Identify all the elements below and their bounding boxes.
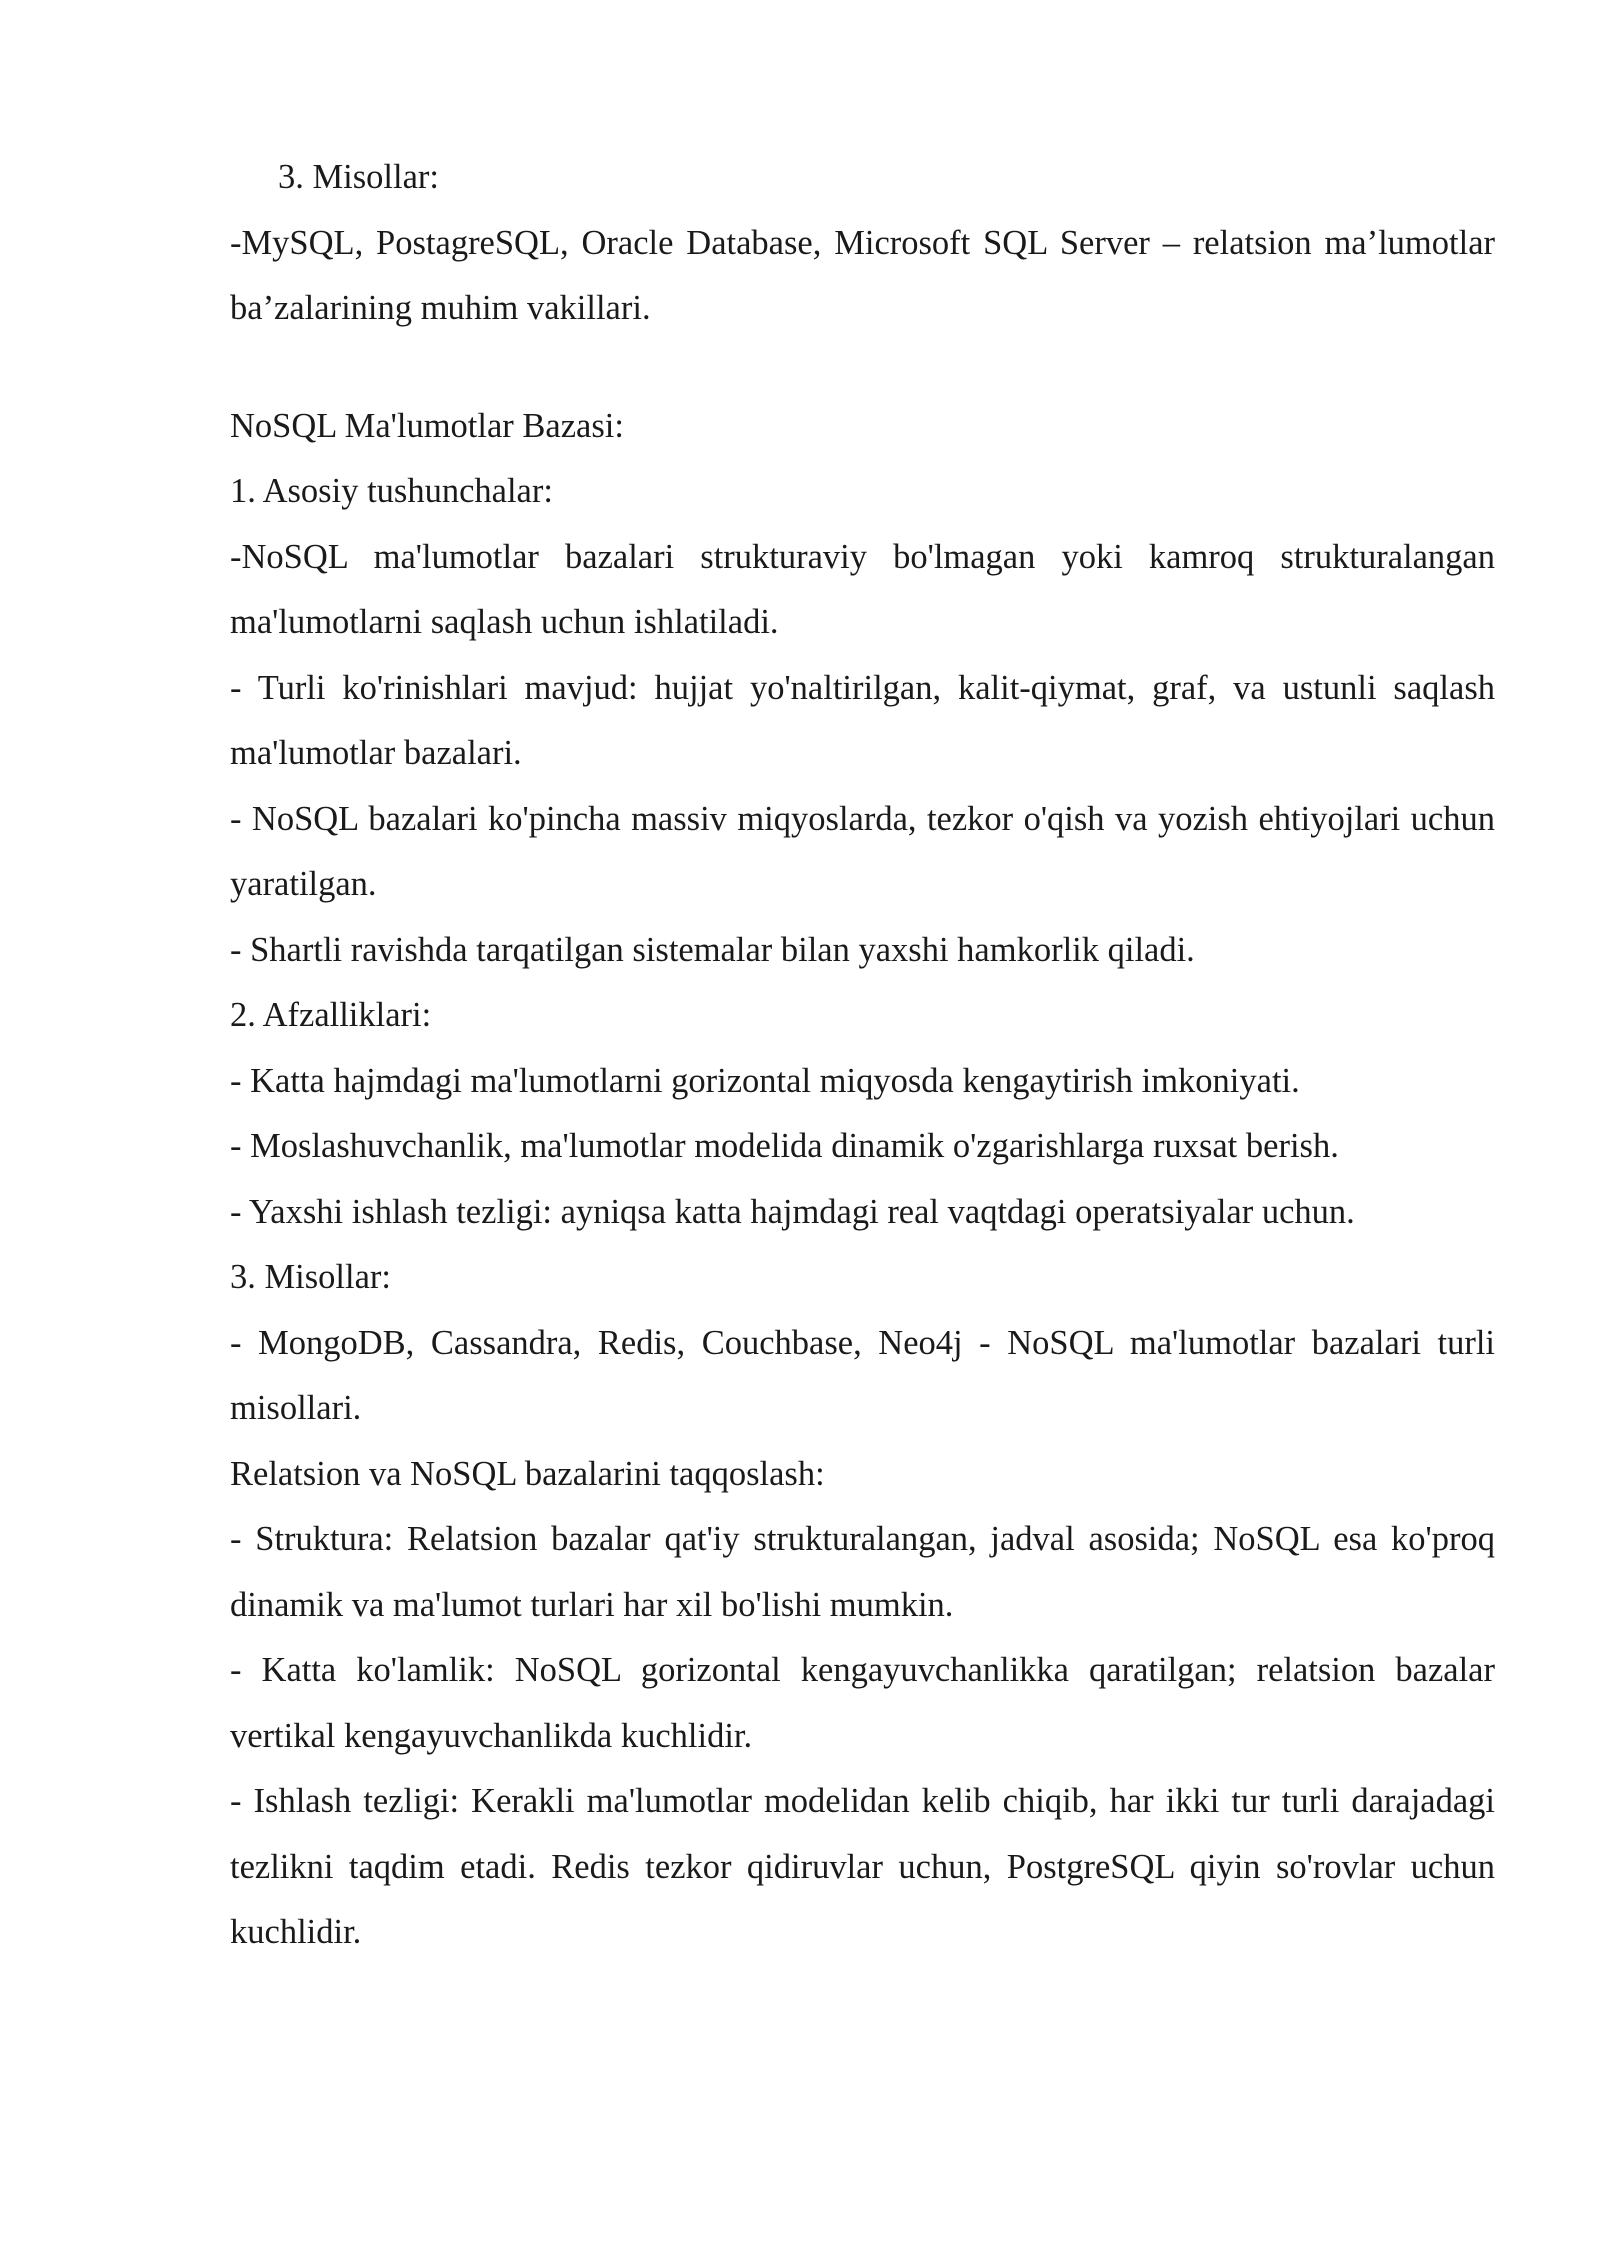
nosql-advantages-heading: 2. Afzalliklari: xyxy=(230,996,432,1034)
nosql-examples-paragraph: - MongoDB, Cassandra, Redis, Couchbase, Neo4j - NoSQL ma'lumotlar bazalari turli misollari. xyxy=(230,1323,1495,1427)
nosql-examples-heading: 3. Misollar: xyxy=(230,1258,391,1296)
document-page xyxy=(230,145,1495,1966)
nosql-concept-paragraph: - NoSQL bazalari ko'pincha massiv miqyoslarda, tezkor o'qish va yozish ehtiyojlari uchun yaratilgan. xyxy=(230,799,1495,903)
nosql-advantage-item: - Katta hajmdagi ma'lumotlarni gorizontal miqyosda kengaytirish imkoniyati. xyxy=(230,1061,1300,1100)
nosql-advantage-item: - Moslashuvchanlik, ma'lumotlar modelida dinamik o'zgarishlarga ruxsat berish. xyxy=(230,1127,1339,1165)
examples-heading-relational: 3. Misollar: xyxy=(278,158,439,196)
nosql-concepts-heading: 1. Asosiy tushunchalar: xyxy=(230,472,553,510)
nosql-concept-paragraph: - Turli ko'rinishlari mavjud: hujjat yo'naltirilgan, kalit-qiymat, graf, va ustunli saqlash ma'lumotlar bazalari. xyxy=(230,668,1495,772)
nosql-section-title: NoSQL Ma'lumotlar Bazasi: xyxy=(230,406,624,445)
nosql-concept-paragraph: -NoSQL ma'lumotlar bazalari strukturaviy bo'lmagan yoki kamroq strukturalangan ma'lumotlarni saqlash uchun ishlatiladi. xyxy=(230,537,1495,641)
relational-examples-paragraph: -MySQL, PostagreSQL, Oracle Database, Microsoft SQL Server – relatsion ma’lumotlar ba’zalarining muhim vakillari. xyxy=(230,223,1495,327)
comparison-section-title: Relatsion va NoSQL bazalarini taqqoslash: xyxy=(230,1454,825,1493)
comparison-point: - Struktura: Relatsion bazalar qat'iy strukturalangan, jadval asosida; NoSQL esa ko'proq dinamik va ma'lumot turlari har xil bo'lishi mumkin. xyxy=(230,1520,1495,1624)
comparison-point: - Ishlash tezligi: Kerakli ma'lumotlar modelidan kelib chiqib, har ikki tur turli darajadagi tezlikni taqdim etadi. Redis tezkor qidiruvlar uchun, PostgreSQL qiyin so'rovlar uchun kuchlidir. xyxy=(230,1782,1495,1951)
nosql-concept-paragraph: - Shartli ravishda tarqatilgan sistemalar bilan yaxshi hamkorlik qiladi. xyxy=(230,930,1195,969)
paragraph-spacer xyxy=(230,342,1495,394)
nosql-advantage-item: - Yaxshi ishlash tezligi: ayniqsa katta hajmdagi real vaqtdagi operatsiyalar uchun. xyxy=(230,1192,1355,1231)
comparison-point: - Katta ko'lamlik: NoSQL gorizontal kengayuvchanlikka qaratilgan; relatsion bazalar vertikal kengayuvchanlikda kuchlidir. xyxy=(230,1651,1495,1755)
